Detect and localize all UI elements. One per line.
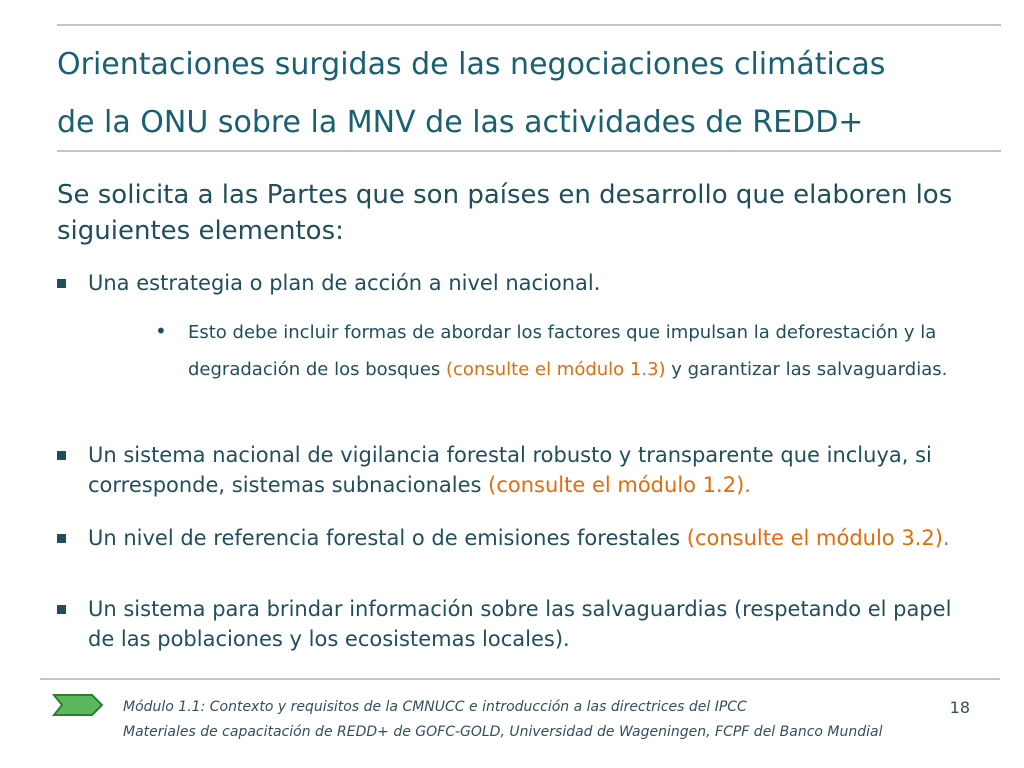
sub-bullet-item [155, 314, 985, 388]
slide-title [57, 36, 987, 152]
bullet-text: Un sistema para brindar información sobre las salvaguardias (respetando el papel de las poblaciones y los ecosistemas locales). [88, 597, 952, 651]
bullet-item [57, 594, 977, 654]
green-arrow-icon [52, 693, 104, 717]
bullet-item [57, 268, 977, 298]
square-bullet-icon [57, 605, 66, 614]
square-bullet-icon [57, 534, 66, 543]
bullet-item [57, 440, 977, 500]
footer-module-line: Módulo 1.1: Contexto y requisitos de la CMNUCC e introducción a las directrices del IPCC [123, 699, 747, 715]
footer-rule [40, 678, 1000, 680]
intro-text: Se solicita a las Partes que son países en desarrollo que elaboren los siguientes elementos: [57, 180, 953, 246]
sub-bullet-text-end: y garantizar las salvaguardias. [665, 359, 948, 380]
module-reference-link[interactable]: (consulte el módulo 1.3) [446, 359, 666, 380]
footer-credits-line: Materiales de capacitación de REDD+ de GOFC-GOLD, Universidad de Wageningen, FCPF del Banco Mundial [123, 724, 883, 740]
round-bullet-icon: • [155, 319, 167, 343]
page-number: 18 [949, 698, 970, 717]
module-reference-link[interactable]: (consulte el módulo 3.2). [686, 526, 950, 550]
title-line-1: Orientaciones surgidas de las negociaciones climáticas [57, 47, 886, 82]
sub-bullet-text: Esto debe incluir formas de abordar los factores que impulsan la deforestación y la degradación de los bosques [188, 322, 937, 380]
bullet-item [57, 523, 977, 553]
bullet-text: Una estrategia o plan de acción a nivel nacional. [88, 271, 601, 295]
bullet-text: Un nivel de referencia forestal o de emisiones forestales [88, 526, 687, 550]
module-reference-link[interactable]: (consulte el módulo 1.2). [488, 473, 751, 497]
top-rule [57, 24, 1001, 26]
square-bullet-icon [57, 451, 66, 460]
bullet-text: Un sistema nacional de vigilancia forestal robusto y transparente que incluya, si corresponde, sistemas subnacionales [88, 443, 932, 497]
title-underline [57, 150, 1001, 152]
title-line-2: de la ONU sobre la MNV de las actividades de REDD+ [57, 105, 864, 140]
square-bullet-icon [57, 279, 66, 288]
